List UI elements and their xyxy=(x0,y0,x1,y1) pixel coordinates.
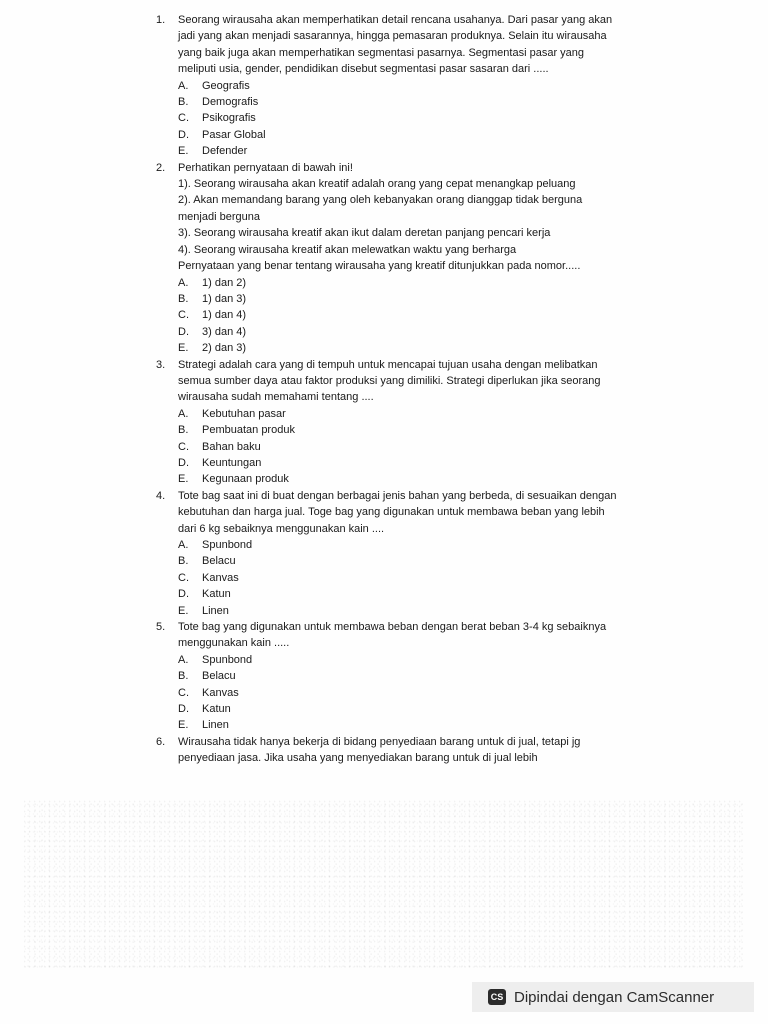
answer-option xyxy=(178,570,656,586)
camscanner-watermark xyxy=(472,982,754,1012)
question-5 xyxy=(156,619,656,734)
question-3 xyxy=(156,357,656,488)
question-number: 1. xyxy=(156,14,166,26)
option-letter: B. xyxy=(178,670,189,683)
option-text: Belacu xyxy=(202,555,236,568)
option-letter: B. xyxy=(178,96,189,109)
answer-option xyxy=(178,406,656,422)
question-text-line: Seorang wirausaha akan memperhatikan detail rencana usahanya. Dari pasar yang akan xyxy=(178,14,613,26)
question-text-line: 2). Akan memandang barang yang oleh kebanyakan orang dianggap tidak berguna xyxy=(178,194,583,207)
question-text-line: Strategi adalah cara yang di tempuh untuk mencapai tujuan usaha dengan melibatkan xyxy=(178,358,598,371)
question-number: 4. xyxy=(156,489,166,502)
option-letter: E. xyxy=(178,604,189,617)
answer-option xyxy=(178,307,656,323)
answer-option xyxy=(178,78,656,94)
question-text-line: penyediaan jasa. Jika usaha yang menyediakan barang untuk di jual lebih xyxy=(178,752,538,765)
option-letter: E. xyxy=(178,719,189,732)
question-text-line: Tote bag saat ini di buat dengan berbagai jenis bahan yang berbeda, di sesuaikan dengan xyxy=(178,489,617,502)
question-text-line: kebutuhan dan harga jual. Toge bag yang digunakan untuk membawa beban yang lebih xyxy=(178,506,605,519)
option-text: Demografis xyxy=(202,96,259,109)
answer-option xyxy=(178,94,656,110)
option-text: Kanvas xyxy=(202,686,239,699)
question-text-line: menjadi berguna xyxy=(178,210,260,223)
option-letter: A. xyxy=(178,407,189,420)
option-letter: C. xyxy=(178,440,189,453)
option-text: Kebutuhan pasar xyxy=(202,407,286,420)
option-text: Katun xyxy=(202,703,231,716)
answer-option xyxy=(178,685,656,701)
option-letter: B. xyxy=(178,424,189,437)
question-4 xyxy=(156,488,656,619)
question-text-line: yang baik juga akan memperhatikan segmentasi pasarnya. Segmentasi pasar yang xyxy=(178,46,585,59)
option-text: Geografis xyxy=(202,79,250,92)
question-2 xyxy=(156,160,656,357)
question-text-line: Tote bag yang digunakan untuk membawa beban dengan berat beban 3-4 kg sebaiknya xyxy=(178,621,607,634)
option-letter: D. xyxy=(178,703,189,716)
question-text-line: menggunakan kain ..... xyxy=(178,637,290,650)
answer-option xyxy=(178,110,656,126)
answer-option xyxy=(178,471,656,487)
option-letter: D. xyxy=(178,588,189,601)
option-text: Spunbond xyxy=(202,539,253,551)
option-text: 1) dan 2) xyxy=(202,276,247,289)
option-letter: B. xyxy=(178,555,189,568)
option-text: 2) dan 3) xyxy=(202,342,247,355)
answer-option xyxy=(178,127,656,143)
option-text: Defender xyxy=(202,145,248,158)
question-1 xyxy=(156,12,656,160)
answer-option xyxy=(178,586,656,602)
answer-option xyxy=(178,701,656,717)
option-text: Linen xyxy=(202,719,229,732)
option-text: Psikografis xyxy=(202,112,256,125)
answer-option xyxy=(178,652,656,668)
option-letter: C. xyxy=(178,571,189,584)
answer-option xyxy=(178,537,656,553)
question-text-line: meliputi usia, gender, pendidikan disebut segmentasi pasar sasaran dari ..... xyxy=(178,63,549,76)
option-letter: E. xyxy=(178,145,189,158)
option-letter: D. xyxy=(178,456,189,469)
option-text: Katun xyxy=(202,588,231,601)
question-text-line: dari 6 kg sebaiknya menggunakan kain .... xyxy=(178,522,385,535)
option-letter: D. xyxy=(178,325,189,338)
option-text: Spunbond xyxy=(202,653,253,666)
option-letter: B. xyxy=(178,292,189,305)
option-text: Linen xyxy=(202,604,229,617)
question-text-line: 3). Seorang wirausaha kreatif akan ikut dalam deretan panjang pencari kerja xyxy=(178,227,551,240)
option-letter: C. xyxy=(178,112,189,125)
question-number: 6. xyxy=(156,735,166,748)
option-letter: E. xyxy=(178,342,189,355)
option-letter: A. xyxy=(178,276,189,289)
question-text-line: 1). Seorang wirausaha akan kreatif adalah orang yang cepat menangkap peluang xyxy=(178,178,576,191)
answer-option xyxy=(178,603,656,619)
option-letter: C. xyxy=(178,686,189,699)
question-number: 5. xyxy=(156,621,166,634)
option-letter: A. xyxy=(178,539,189,551)
option-text: Pasar Global xyxy=(202,128,266,141)
answer-option xyxy=(178,439,656,455)
option-text: Keuntungan xyxy=(202,456,262,469)
camscanner-logo-icon: CS xyxy=(488,989,506,1005)
option-letter: E. xyxy=(178,473,189,486)
option-text: Kegunaan produk xyxy=(202,473,289,486)
answer-option xyxy=(178,717,656,733)
question-6 xyxy=(156,734,656,767)
question-number: 2. xyxy=(156,161,166,174)
option-letter: C. xyxy=(178,309,189,322)
option-text: Kanvas xyxy=(202,571,239,584)
question-text-line: semua sumber daya atau faktor produksi yang dimiliki. Strategi diperlukan jika seorang xyxy=(178,374,601,387)
answer-option xyxy=(178,275,656,291)
option-text: 3) dan 4) xyxy=(202,325,247,338)
answer-option xyxy=(178,668,656,684)
answer-option xyxy=(178,340,656,356)
answer-option xyxy=(178,422,656,438)
question-text-line: jadi yang akan menjadi sasarannya, hingga pemasaran produknya. Selain itu wirausaha xyxy=(178,30,607,43)
option-text: Bahan baku xyxy=(202,440,261,453)
question-text-line: Perhatikan pernyataan di bawah ini! xyxy=(178,161,353,174)
option-text: 1) dan 4) xyxy=(202,309,247,322)
question-text-line: Wirausaha tidak hanya bekerja di bidang penyediaan barang untuk di jual, tetapi jg xyxy=(178,735,581,748)
answer-option xyxy=(178,324,656,340)
answer-option xyxy=(178,291,656,307)
question-list xyxy=(156,12,656,767)
watermark-text: Dipindai dengan CamScanner xyxy=(514,988,715,1006)
option-text: 1) dan 3) xyxy=(202,292,247,305)
question-text-line: 4). Seorang wirausaha kreatif akan melewatkan waktu yang berharga xyxy=(178,243,517,256)
answer-option xyxy=(178,553,656,569)
question-text-line: wirausaha sudah memahami tentang .... xyxy=(178,391,374,404)
question-number: 3. xyxy=(156,358,166,371)
option-letter: D. xyxy=(178,128,189,141)
answer-option xyxy=(178,455,656,471)
answer-option xyxy=(178,143,656,159)
option-text: Belacu xyxy=(202,670,236,683)
option-letter: A. xyxy=(178,653,189,666)
question-text-line: Pernyataan yang benar tentang wirausaha yang kreatif ditunjukkan pada nomor..... xyxy=(178,260,581,273)
scan-noise xyxy=(24,800,744,970)
option-text: Pembuatan produk xyxy=(202,424,295,437)
option-letter: A. xyxy=(178,79,189,92)
